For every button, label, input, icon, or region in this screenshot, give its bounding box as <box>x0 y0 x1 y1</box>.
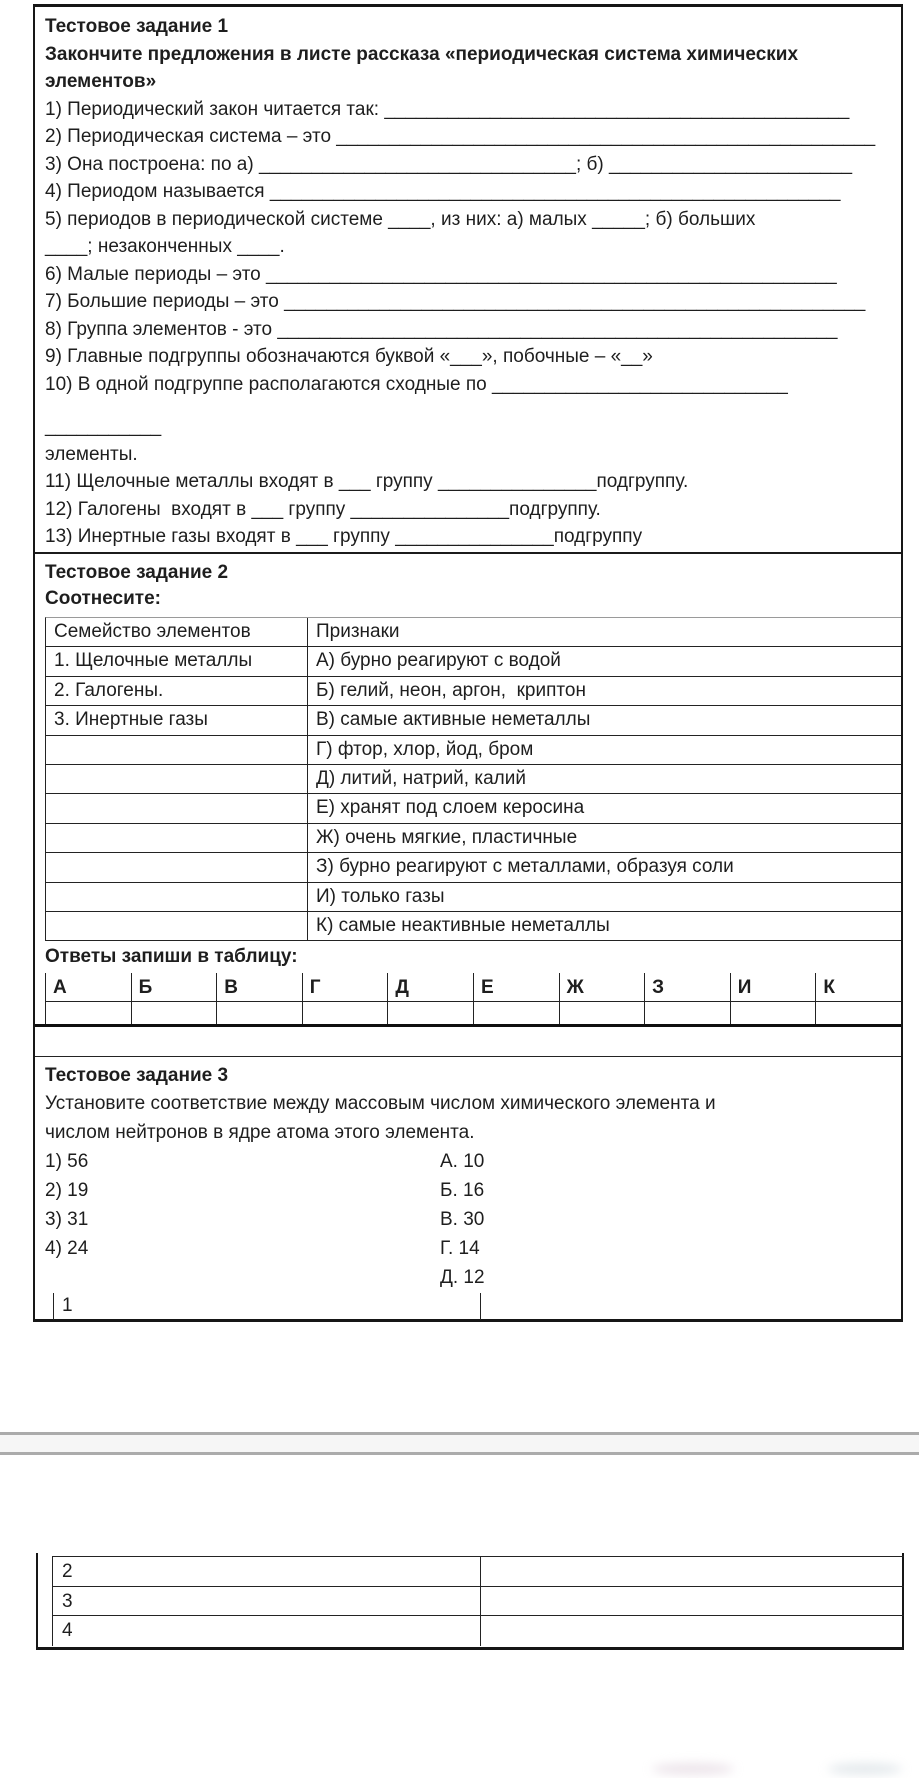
task3-pair-row-cell: Д. 12 <box>440 1267 485 1288</box>
scan-smudge-left <box>652 1763 734 1775</box>
match-table-row <box>46 794 901 823</box>
task1-question-line: 3) Она построена: по а) ______________________________; б) _______________________ <box>45 153 853 175</box>
answer-grid-input-cell <box>131 1002 217 1027</box>
task1-question-line: 1) Периодический закон читается так: ____________________________________________ <box>45 98 850 120</box>
answer-grid-input-cell <box>473 1002 559 1027</box>
task3-pair-row-cell <box>45 1263 440 1292</box>
task3-answer-row <box>53 1616 904 1646</box>
task3-answer-row <box>54 1293 901 1320</box>
task1-heading-line: Закончите предложения в листе рассказа «периодическая система химических <box>45 43 799 65</box>
task1-question-line: 7) Большие периоды – это _______________________________________________________ <box>45 291 866 312</box>
task1-question-line: 5) периодов в периодической системе ____, из них: а) малых _____; б) больших <box>45 208 756 230</box>
answer-grid-letter-cell: Е <box>473 973 559 1002</box>
task1-heading <box>45 41 889 96</box>
match-table-body <box>46 647 901 941</box>
answer-grid-input-cell <box>216 1002 302 1027</box>
task3-pair-row <box>45 1176 889 1205</box>
worksheet-page-2 <box>36 1553 904 1650</box>
task1-title: Тестовое задание 1 <box>45 16 229 37</box>
task1-question-line: 12) Галогены входят в ___ группу _______________подгруппу. <box>45 498 601 520</box>
match-table-row-cell: Г) фтор, хлор, йод, бром <box>308 736 901 765</box>
match-table-row <box>46 647 901 676</box>
match-table-row-cell: В) самые активные неметаллы <box>308 706 901 735</box>
task3-pair-row-cell: 3) 31 <box>45 1209 89 1230</box>
match-table-row <box>46 853 901 882</box>
match-table-row <box>46 706 901 735</box>
match-table-row-cell <box>46 883 308 912</box>
answer-grid-letter-cell: К <box>815 973 901 1002</box>
match-table-row-cell: З) бурно реагируют с металлами, образуя соли <box>308 853 901 882</box>
task1-question-line: 9) Главные подгруппы обозначаются буквой «___», побочные – «__» <box>45 346 653 367</box>
task1-question-line: 6) Малые периоды – это ______________________________________________________ <box>45 263 837 285</box>
task1-question-line: ___________ <box>45 416 162 437</box>
answers-label: Ответы запиши в таблицу: <box>45 946 298 968</box>
match-table-row-cell: К) самые неактивные неметаллы <box>308 912 901 941</box>
task3-pair-row-cell: 2) 19 <box>45 1180 89 1201</box>
match-table-row-cell: Б) гелий, неон, аргон, криптон <box>308 677 901 706</box>
task1-question-line: элементы. <box>45 443 138 465</box>
answer-grid-empty-row <box>45 1002 901 1027</box>
answer-grid <box>45 973 901 1027</box>
task1-question-line: 13) Инертные газы входят в ___ группу _______________подгруппу <box>45 526 643 547</box>
task3-pair-row-cell: А. 10 <box>440 1151 485 1172</box>
answer-grid-input-cell <box>387 1002 473 1027</box>
task3-answer-row-cell <box>481 1616 904 1646</box>
match-table-row-cell: 2. Галогены. <box>46 677 308 706</box>
answer-grid-letter-cell: Б <box>131 973 217 1002</box>
task1-section <box>35 7 901 554</box>
match-table-row-cell <box>46 736 308 765</box>
match-table-row <box>46 883 901 912</box>
task3-description-line: Установите соответствие между массовым числом химического элемента и <box>45 1093 716 1114</box>
task3-matching-pairs <box>45 1147 889 1292</box>
match-table-row-cell: И) только газы <box>308 883 901 912</box>
match-table-header-cell: Семейство элементов <box>46 618 308 647</box>
answer-grid-letter-cell: Д <box>387 973 473 1002</box>
match-table-row-cell: Ж) очень мягкие, пластичные <box>308 824 901 853</box>
task1-question-line: 8) Группа элементов - это _____________________________________________________ <box>45 318 838 340</box>
match-table-row-cell <box>46 765 308 794</box>
answer-grid-letter-cell: З <box>644 973 730 1002</box>
task1-heading-line: элементов» <box>45 71 157 92</box>
task3-answer-table-page2 <box>52 1556 904 1646</box>
task3-answer-row <box>53 1587 904 1617</box>
answer-grid-input-cell <box>730 1002 816 1027</box>
answer-grid-letter-cell: И <box>730 973 816 1002</box>
task3-answer-row-cell <box>481 1293 901 1320</box>
task3-title: Тестовое задание 3 <box>45 1065 229 1086</box>
task3-answer-row <box>53 1557 904 1587</box>
task2-subtitle: Соотнесите: <box>45 588 162 609</box>
match-table <box>45 617 901 941</box>
match-table-row-cell: Е) хранят под слоем керосина <box>308 794 901 823</box>
match-table-row-cell <box>46 794 308 823</box>
answer-grid-input-cell <box>815 1002 901 1027</box>
task2-title: Тестовое задание 2 <box>45 562 229 583</box>
answer-grid-letter-cell: Ж <box>559 973 645 1002</box>
task3-answer-row-cell <box>481 1587 904 1616</box>
task3-pair-row <box>45 1205 889 1234</box>
task3-pair-row-cell: 1) 56 <box>45 1151 89 1172</box>
match-table-row-cell: А) бурно реагируют с водой <box>308 647 901 676</box>
task1-question-line: 2) Периодическая система – это ___________________________________________________ <box>45 126 876 147</box>
task3-pair-row-cell: Б. 16 <box>440 1180 485 1201</box>
task3-pair-row-cell: Г. 14 <box>440 1238 480 1259</box>
task3-answer-row-cell: 3 <box>53 1587 481 1616</box>
task2-section <box>35 554 901 1027</box>
match-table-row-cell <box>46 824 308 853</box>
task1-question-line: ____; незаконченных ____. <box>45 236 285 257</box>
answer-grid-letter-cell: А <box>45 973 131 1002</box>
task3-pair-row <box>45 1147 889 1176</box>
task1-question-line: 10) В одной подгруппе располагаются сходные по ____________________________ <box>45 373 788 395</box>
task3-pair-row-cell: В. 30 <box>440 1209 485 1230</box>
task3-answer-row-cell <box>481 1557 904 1586</box>
match-table-row <box>46 677 901 706</box>
match-table-row-cell: Д) литий, натрий, калий <box>308 765 901 794</box>
match-table-header-row <box>46 618 901 647</box>
task1-question-line: 11) Щелочные металлы входят в ___ группу _______________подгруппу. <box>45 471 689 492</box>
match-table-row-cell <box>46 912 308 941</box>
answer-grid-input-cell <box>644 1002 730 1027</box>
task3-answer-row-cell: 4 <box>53 1616 481 1646</box>
answer-grid-input-cell <box>559 1002 645 1027</box>
match-table-row <box>46 912 901 941</box>
match-table-row-cell <box>46 853 308 882</box>
page-break-separator <box>0 1432 919 1455</box>
answer-grid-letter-cell: Г <box>302 973 388 1002</box>
task3-pair-row <box>45 1234 889 1263</box>
answer-grid-input-cell <box>45 1002 131 1027</box>
task3-description-line: числом нейтронов в ядре атома этого элемента. <box>45 1122 475 1143</box>
match-table-row-cell: 3. Инертные газы <box>46 706 308 735</box>
task3-pair-row-cell: 4) 24 <box>45 1238 89 1259</box>
task1-questions <box>45 96 889 551</box>
scan-smudge-right <box>828 1763 902 1775</box>
answer-grid-header-row <box>45 973 901 1002</box>
task3-description <box>45 1089 889 1147</box>
spacer-row <box>35 1027 901 1057</box>
match-table-row <box>46 736 901 765</box>
task3-answer-table-page1 <box>53 1293 901 1320</box>
match-table-row-cell: 1. Щелочные металлы <box>46 647 308 676</box>
task3-pair-row <box>45 1263 889 1292</box>
worksheet-page-1 <box>33 4 903 1322</box>
match-table-row <box>46 765 901 794</box>
answer-grid-input-cell <box>302 1002 388 1027</box>
answer-grid-letter-cell: В <box>216 973 302 1002</box>
match-table-header-cell: Признаки <box>308 618 901 647</box>
task1-question-line: 4) Периодом называется ______________________________________________________ <box>45 181 841 202</box>
task3-section <box>35 1057 901 1320</box>
task3-answer-row-cell: 2 <box>53 1557 481 1586</box>
task3-answer-row-cell: 1 <box>54 1293 481 1320</box>
match-table-row <box>46 824 901 853</box>
